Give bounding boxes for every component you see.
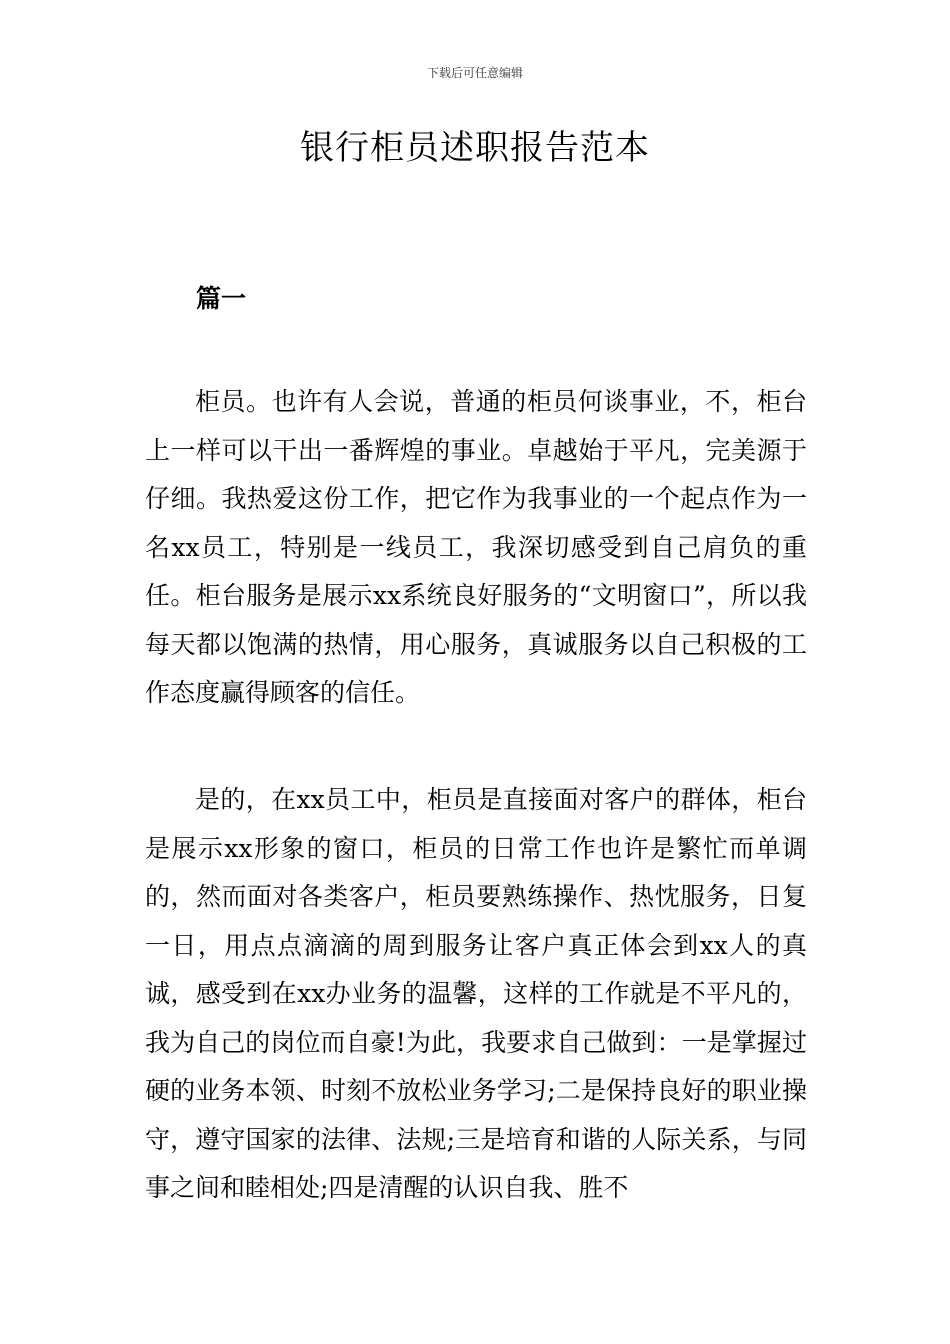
- document-title: 银行柜员述职报告范本: [300, 128, 650, 168]
- section-heading: 篇一: [196, 284, 247, 313]
- paragraph: 柜员。也许有人会说，普通的柜员何谈事业，不，柜台上一样可以干出一番辉煌的事业。卓越始于平凡，完美源于仔细。我热爱这份工作，把它作为我事业的一个起点作为一名xx员工，特别是一线员工，我深切感受到自己肩负的重任。柜台服务是展示xx系统良好服务的“文明窗口”，所以我每天都以饱满的热情，用心服务，真诚服务以自己积极的工作态度赢得顾客的信任。: [145, 387, 807, 707]
- paragraph: 是的，在xx员工中，柜员是直接面对客户的群体，柜台是展示xx形象的窗口，柜员的日常工作也许是繁忙而单调的，然而面对各类客户，柜员要熟练操作、热忱服务，日复一日，用点点滴滴的周到服务让客户真正体会到xx人的真诚，感受到在xx办业务的温馨，这样的工作就是不平凡的，我为自己的岗位而自豪!为此，我要求自己做到：一是掌握过硬的业务本领、时刻不放松业务学习;二是保持良好的职业操守，遵守国家的法律、法规;三是培育和谐的人际关系，与同事之间和睦相处;四是清醒的认识自我、胜不: [145, 785, 807, 1202]
- header-note: 下载后可任意编辑: [426, 66, 523, 80]
- document-body: [145, 0, 807, 1344]
